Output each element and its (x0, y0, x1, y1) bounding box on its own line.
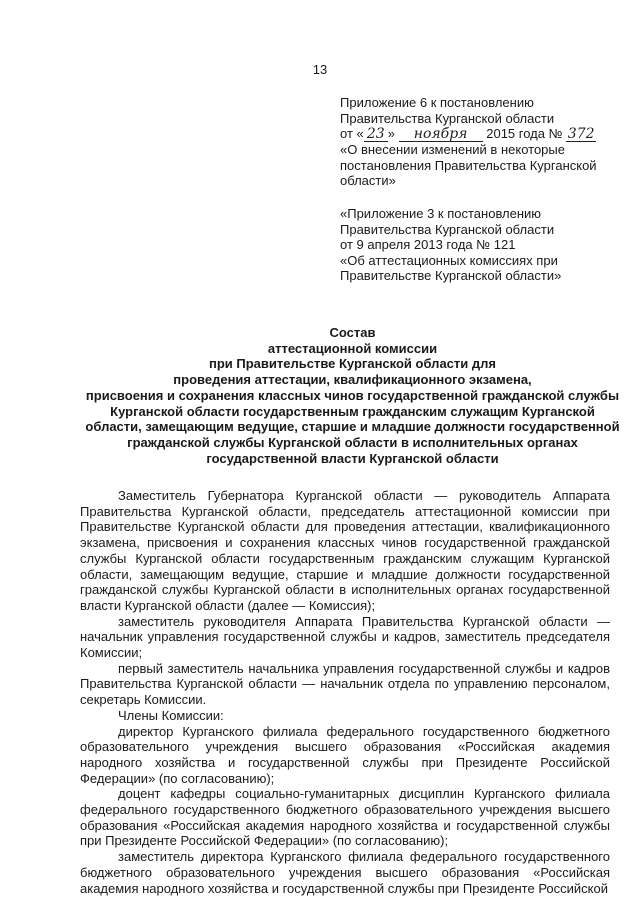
appendix-quote-line: Правительства Курганской области (340, 221, 555, 237)
title-line: Состав (329, 325, 376, 340)
handwritten-month: ноября (399, 128, 483, 142)
title-line: государственной власти Курганской области (206, 450, 499, 466)
title-line: Курганской области государственным гражданским служащим Курганской (110, 403, 595, 419)
document-body (80, 488, 610, 896)
title-line: присвоения и сохранения классных чинов государственной гражданской службы (85, 387, 620, 403)
title-line: аттестационной комиссии (267, 340, 438, 356)
appendix-header-line: Правительства Курганской области (340, 110, 555, 126)
date-prefix: от « (340, 126, 364, 141)
members-heading: Члены Комиссии: (118, 707, 224, 723)
title-line: области, замещающим ведущие, старшие и младшие должности государственной (85, 419, 620, 435)
body-paragraph: директор Курганского филиала федерального государственного бюджетного образовательного учреждения высшего образования «Российская академия народного хозяйства и государственной службы при Президенте Российской Федерации» (по согласованию); (80, 723, 610, 786)
body-paragraph: заместитель руководителя Аппарата Правительства Курганской области — начальник управления государственной службы и кадров, заместитель председателя Комиссии; (80, 613, 610, 661)
appendix-header (340, 95, 625, 189)
body-paragraph: заместитель директора Курганского филиала федерального государственного бюджетного образовательного учреждения высшего образования «Российская академия народного хозяйства и государственной службы при Президенте Российской (80, 849, 610, 896)
appendix-quote (340, 206, 625, 284)
title-line: при Правительстве Курганской области для (209, 356, 496, 372)
appendix-header-line: области» (340, 173, 396, 188)
title-line: проведения аттестации, квалификационного экзамена, (173, 372, 532, 388)
handwritten-day: 23 (364, 128, 388, 142)
appendix-quote-line: «Приложение 3 к постановлению (340, 206, 542, 221)
appendix-quote-line: от 9 апреля 2013 года № 121 (340, 237, 516, 252)
appendix-quote-line: «Об аттестационных комиссиях при (340, 252, 558, 268)
title-line: гражданской службы Курганской области в исполнительных органах (127, 434, 578, 450)
appendix-quote-line: Правительстве Курганской области» (340, 268, 562, 283)
page-number: 13 (312, 62, 328, 77)
appendix-date-line (340, 126, 625, 142)
handwritten-number: 372 (567, 126, 595, 142)
appendix-header-line: постановления Правительства Курганской (340, 157, 597, 173)
body-paragraph: Заместитель Губернатора Курганской области — руководитель Аппарата Правительства Курганской области, председатель аттестационной комиссии при Правительстве Курганской области для проведения аттестации, квалификационного экзамена, присвоения и сохранения классных чинов государственной гражданской службы Курганской области государственным гражданским служащим Курганской области, замещающим ведущие, старшие и младшие должности государственной гражданской службы Курганской области в исполнительных органах государственной власти Курганской области (далее — Комиссия); (80, 488, 610, 613)
year-text: 2015 года № (486, 126, 563, 141)
appendix-header-line: «О внесении изменений в некоторые (340, 142, 565, 157)
body-paragraph: первый заместитель начальника управления государственной службы и кадров Правительства Курганской области — начальник отдела по управлению персоналом, секретарь Комиссии. (80, 660, 610, 708)
appendix-header-line: Приложение 6 к постановлению (340, 95, 534, 110)
document-title (80, 325, 625, 466)
body-paragraph: доцент кафедры социально-гуманитарных дисциплин Курганского филиала федерального государственного бюджетного образовательного учреждения высшего образования «Российская академия народного хозяйства и государственной службы при Президенте Российской Федерации» (по согласованию); (80, 786, 610, 849)
quote-close: » (387, 126, 395, 141)
